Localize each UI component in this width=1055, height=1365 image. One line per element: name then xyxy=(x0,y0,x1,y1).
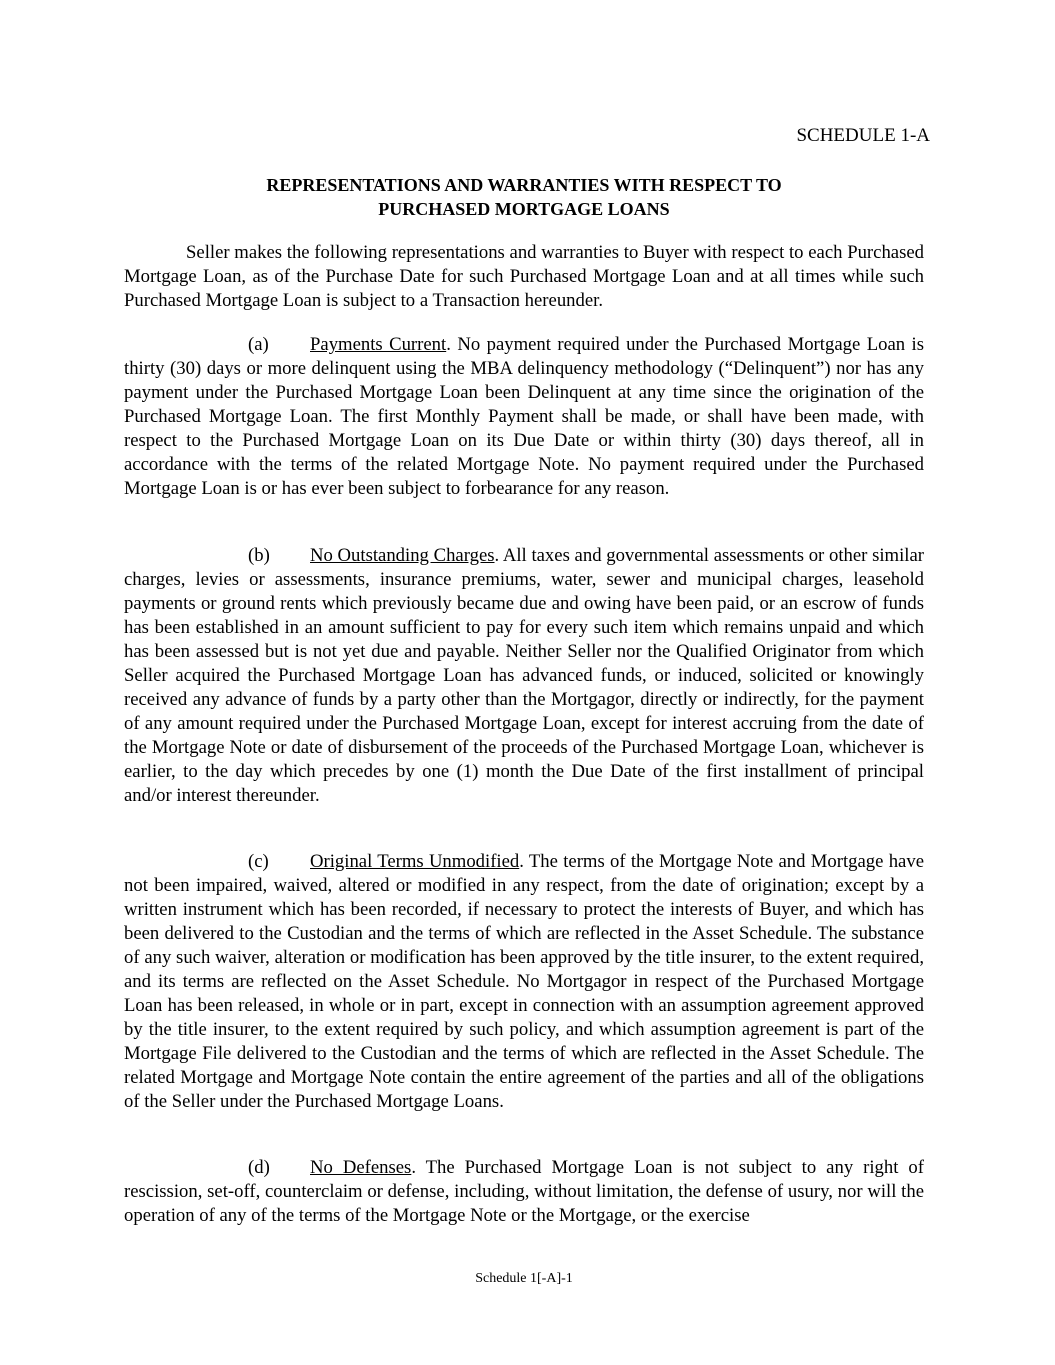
section-b-heading: No Outstanding Charges xyxy=(310,545,495,566)
section-a xyxy=(124,333,924,501)
section-a-heading: Payments Current xyxy=(310,334,447,355)
schedule-label: SCHEDULE 1-A xyxy=(796,125,930,146)
page-footer: Schedule 1[-A]-1 xyxy=(475,1271,573,1286)
section-c-heading: Original Terms Unmodified xyxy=(310,851,520,872)
document-title xyxy=(124,173,924,221)
section-d-heading: No Defenses xyxy=(310,1157,412,1178)
title-line-2: PURCHASED MORTGAGE LOANS xyxy=(378,199,670,219)
section-c-body: . The terms of the Mortgage Note and Mortgage have not been impaired, waived, altered or modified in any respect, from the date of origination; except by a written instrument which has been recorded, if necessary to protect the interests of Buyer, and which has been delivered to the Custodian and the terms of which are reflected in the Asset Schedule. The substance of any such waiver, alteration or modification has been approved by the title insurer, to the extent required, and its terms are reflected on the Asset Schedule. No Mortgagor in respect of the Purchased Mortgage Loan has been released, in whole or in part, except in connection with an assumption agreement approved by the title insurer, to the extent required by such policy, and which assumption agreement is part of the Mortgage File delivered to the Custodian and the terms of which are reflected in the Asset Schedule. The related Mortgage and Mortgage Note contain the entire agreement of the parties and all of the obligations of the Seller under the Purchased Mortgage Loans. xyxy=(124,851,924,1112)
section-d-marker: (d) xyxy=(248,1157,270,1178)
section-a-body: . No payment required under the Purchased Mortgage Loan is thirty (30) days or more delinquent using the MBA delinquency methodology (“Delinquent”) nor has any payment under the Purchased Mortgage Loan been Delinquent at any time since the origination of the Purchased Mortgage Loan. The first Monthly Payment shall be made, or shall have been made, with respect to the Purchased Mortgage Loan on its Due Date or within thirty (30) days thereof, all in accordance with the terms of the related Mortgage Note. No payment required under the Purchased Mortgage Loan is or has ever been subject to forbearance for any reason. xyxy=(124,334,924,499)
section-d-body: . The Purchased Mortgage Loan is not subject to any right of rescission, set-off, counterclaim or defense, including, without limitation, the defense of usury, nor will the operation of any of the terms of the Mortgage Note or the Mortgage, or the exercise xyxy=(124,1157,924,1226)
section-b-marker: (b) xyxy=(248,545,270,566)
section-a-marker: (a) xyxy=(248,334,269,355)
section-c xyxy=(124,850,924,1114)
section-c-marker: (c) xyxy=(248,851,269,872)
intro-paragraph: Seller makes the following representations and warranties to Buyer with respect to each Purchased Mortgage Loan, as of the Purchase Date for such Purchased Mortgage Loan and at all times while such Purchased Mortgage Loan is subject to a Transaction hereunder. xyxy=(124,242,924,311)
section-b-body: . All taxes and governmental assessments or other similar charges, levies or assessments, insurance premiums, water, sewer and municipal charges, leasehold payments or ground rents which previously became due and owing have been paid, or an escrow of funds has been established in an amount sufficient to pay for every such item which remains unpaid and which has been assessed but is not yet due and payable. Neither Seller nor the Qualified Originator from which Seller acquired the Purchased Mortgage Loan has advanced funds, or induced, solicited or knowingly received any advance of funds by a party other than the Mortgagor, directly or indirectly, for the payment of any amount required under the Purchased Mortgage Loan, except for interest accruing from the date of the Mortgage Note or date of disbursement of the proceeds of the Purchased Mortgage Loan, whichever is earlier, to the day which precedes by one (1) month the Due Date of the first installment of principal and/or interest thereunder. xyxy=(124,545,924,806)
title-line-1: REPRESENTATIONS AND WARRANTIES WITH RESPECT TO xyxy=(266,175,782,195)
document-page xyxy=(124,0,930,1365)
section-b xyxy=(124,544,924,808)
section-d xyxy=(124,1156,924,1228)
